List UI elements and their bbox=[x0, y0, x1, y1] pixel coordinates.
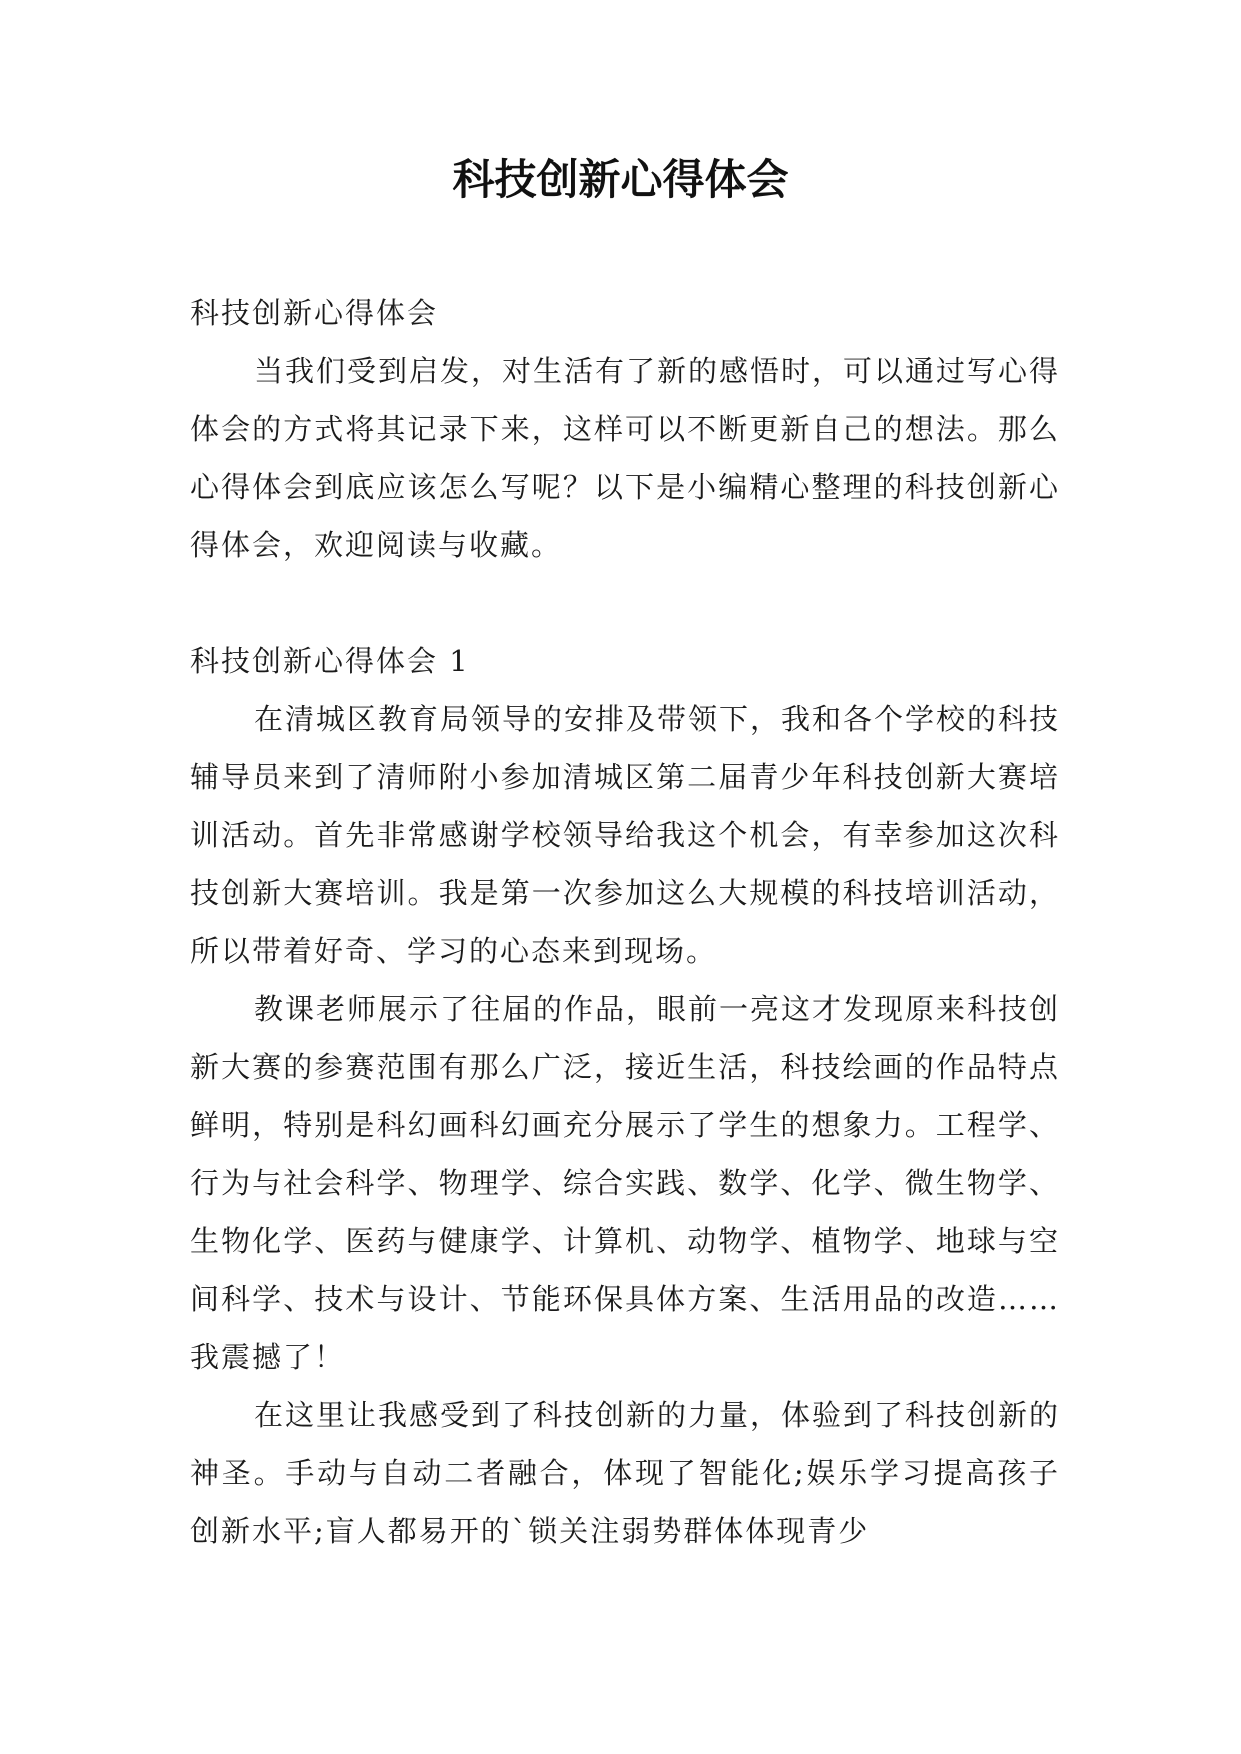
document-body bbox=[190, 284, 1060, 1560]
section-spacer bbox=[190, 574, 1060, 632]
body-paragraph: 教课老师展示了往届的作品，眼前一亮这才发现原来科技创新大赛的参赛范围有那么广泛，接近生活，科技绘画的作品特点鲜明，特别是科幻画科幻画充分展示了学生的想象力。工程学、行为与社会科学、物理学、综合实践、数学、化学、微生物学、生物化学、医药与健康学、计算机、动物学、植物学、地球与空间科学、技术与设计、节能环保具体方案、生活用品的改造……我震撼了！ bbox=[190, 992, 1061, 1374]
body-paragraph: 在清城区教育局领导的安排及带领下，我和各个学校的科技辅导员来到了清师附小参加清城区第二届青少年科技创新大赛培训活动。首先非常感谢学校领导给我这个机会，有幸参加这次科技创新大赛培训。我是第一次参加这么大规模的科技培训活动，所以带着好奇、学习的心态来到现场。 bbox=[190, 702, 1061, 968]
body-paragraph: 在这里让我感受到了科技创新的力量，体验到了科技创新的神圣。手动与自动二者融合，体现了智能化;娱乐学习提高孩子创新水平;盲人都易开的`锁关注弱势群体体现青少 bbox=[190, 1398, 1061, 1548]
intro-heading: 科技创新心得体会 bbox=[190, 296, 439, 330]
intro-paragraph: 当我们受到启发，对生活有了新的感悟时，可以通过写心得体会的方式将其记录下来，这样可以不断更新自己的想法。那么心得体会到底应该怎么写呢？以下是小编精心整理的科技创新心得体会，欢迎阅读与收藏。 bbox=[190, 354, 1061, 562]
section-heading: 科技创新心得体会 1 bbox=[190, 644, 470, 678]
document-title: 科技创新心得体会 bbox=[452, 155, 789, 204]
